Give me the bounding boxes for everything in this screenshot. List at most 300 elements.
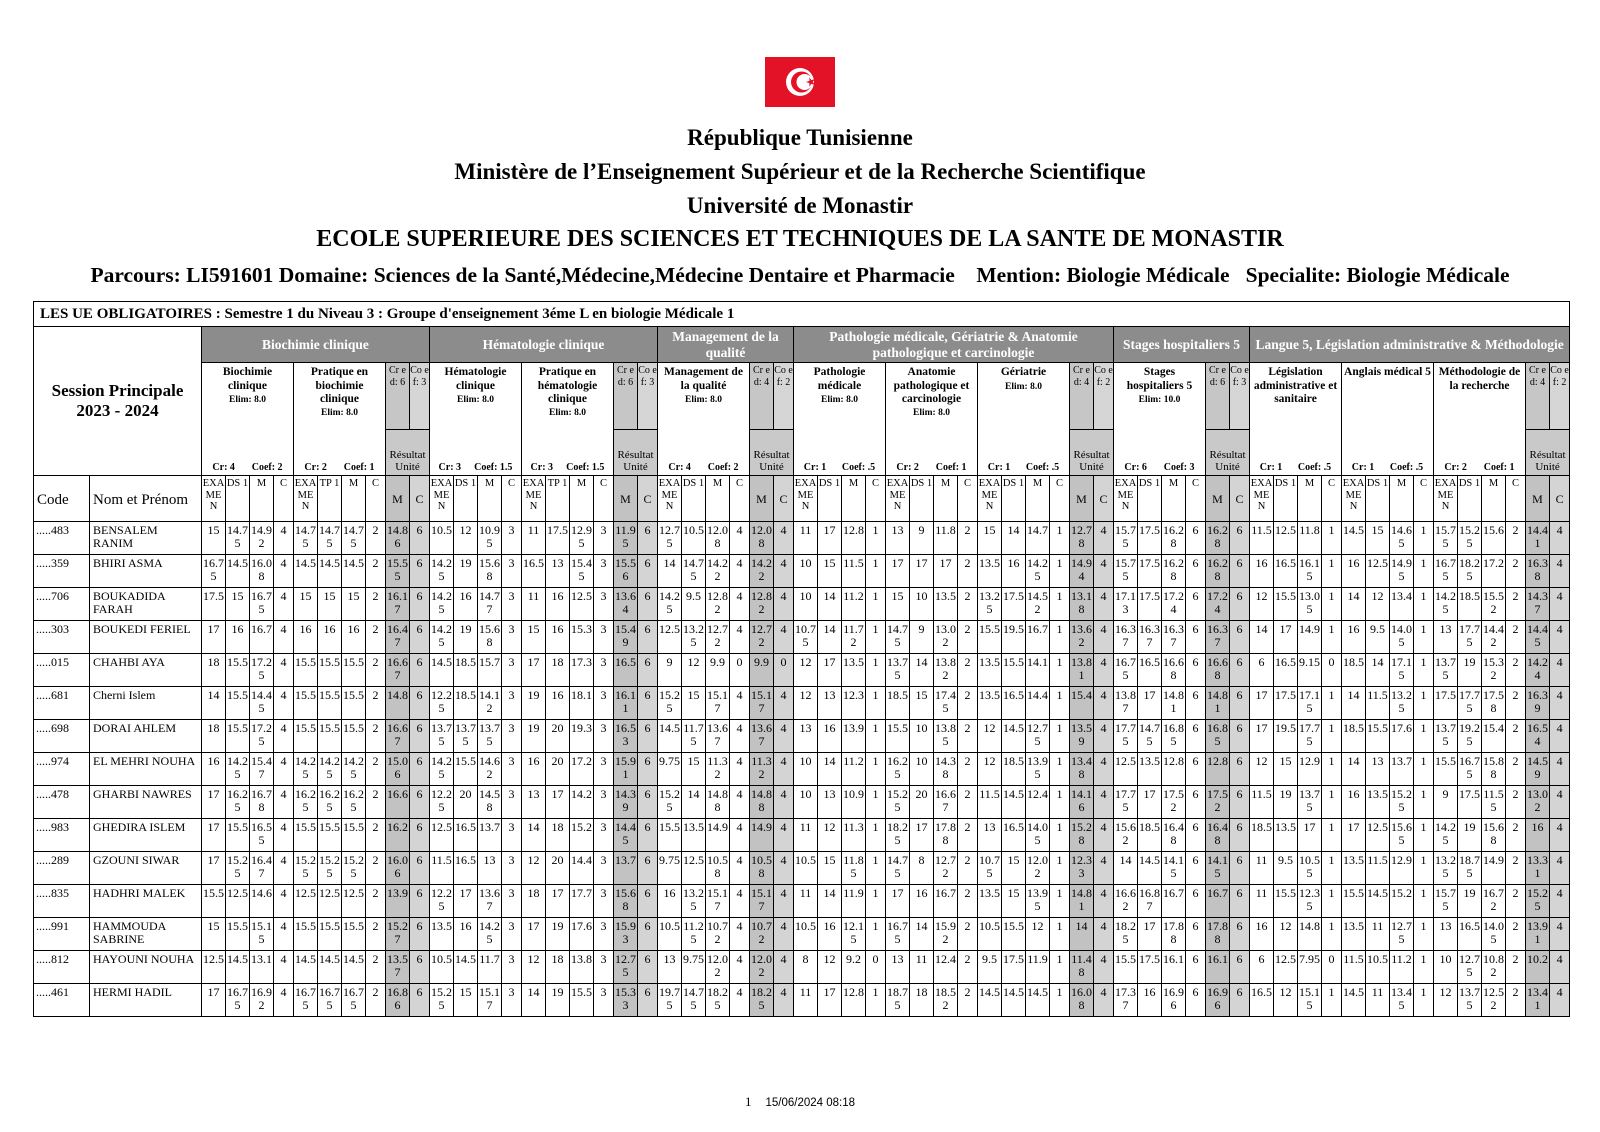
- grade-cell: 3: [502, 852, 522, 885]
- grade-cell: 2: [958, 588, 978, 621]
- grade-cell: 15: [202, 522, 226, 555]
- grade-cell: 13.7: [478, 819, 502, 852]
- grade-cell: 16.25: [342, 786, 366, 819]
- exam-column-header: EXAMEN: [886, 476, 910, 522]
- title-universite: Université de Monastir: [686, 192, 914, 218]
- student-name: EL MEHRI NOUHA: [90, 753, 202, 786]
- grade-cell: 3: [594, 984, 614, 1017]
- ue-average-cell: 16.17: [386, 588, 410, 621]
- grade-cell: 10.5: [794, 852, 818, 885]
- grade-cell: 14.5: [226, 555, 250, 588]
- ue-average-cell: 12.8: [1206, 753, 1230, 786]
- grade-cell: 18.52: [934, 984, 958, 1017]
- ue-coef-header: Co ef: 3: [1230, 363, 1250, 430]
- grade-cell: 11: [910, 951, 934, 984]
- grade-cell: 16.37: [1114, 621, 1138, 654]
- ue-group-header-2: Management de la qualité: [658, 327, 794, 363]
- grade-cell: 1: [1050, 918, 1070, 951]
- grade-cell: 16: [546, 588, 570, 621]
- grade-cell: 14.05: [1390, 621, 1414, 654]
- ue-credit-cell: 4: [774, 918, 794, 951]
- ue-average-cell: 16.48: [1206, 819, 1230, 852]
- grade-cell: 16.25: [886, 753, 910, 786]
- grade-cell: 1: [1414, 654, 1434, 687]
- ue-cred-header: Cr ed: 6: [386, 363, 410, 430]
- ue-m-column-header: M: [1070, 476, 1094, 522]
- grade-cell: 3: [502, 588, 522, 621]
- module-header-box: [978, 363, 1069, 475]
- ue-c-column-header: C: [1094, 476, 1114, 522]
- grade-cell: 16.08: [250, 555, 274, 588]
- grade-cell: 17.52: [1162, 786, 1186, 819]
- ue-average-cell: 15.28: [1070, 819, 1094, 852]
- grade-cell: 10: [794, 555, 818, 588]
- module-elim: Elim: 8.0: [457, 394, 494, 405]
- module-header-1-0: [430, 363, 522, 476]
- grade-cell: 11: [1366, 918, 1390, 951]
- ue-credit-cell: 4: [1550, 654, 1570, 687]
- grade-cell: 16.75: [1114, 654, 1138, 687]
- title-republique: République Tunisienne: [687, 125, 913, 150]
- grade-cell: 17.37: [1114, 984, 1138, 1017]
- grade-cell: 17: [1298, 819, 1322, 852]
- grade-cell: 1: [1322, 687, 1342, 720]
- grade-cell: 16: [294, 621, 318, 654]
- grade-cell: 3: [502, 819, 522, 852]
- grade-cell: 4: [274, 753, 294, 786]
- grade-cell: 12.5: [1274, 951, 1298, 984]
- grade-cell: 15: [202, 918, 226, 951]
- grade-cell: 15.5: [1274, 885, 1298, 918]
- exam-column-header: EXAMEN: [522, 476, 546, 522]
- grade-cell: 13.67: [706, 720, 730, 753]
- grade-cell: 2: [958, 555, 978, 588]
- student-code: .....359: [34, 555, 90, 588]
- c-column-header: C: [502, 476, 522, 522]
- table-caption-row: [34, 302, 1570, 327]
- ue-average-cell: 14.86: [386, 522, 410, 555]
- grade-cell: 16.7: [1162, 885, 1186, 918]
- grade-cell: 1: [1322, 819, 1342, 852]
- grade-cell: 10: [910, 588, 934, 621]
- grade-cell: 15.5: [1434, 753, 1458, 786]
- ue-credit-cell: 4: [1094, 753, 1114, 786]
- grade-cell: 6: [1186, 918, 1206, 951]
- grade-cell: 6: [1186, 654, 1206, 687]
- module-cr: Cr: 3: [530, 462, 554, 474]
- grade-cell: 17.5: [1274, 687, 1298, 720]
- grade-cell: 15.25: [430, 984, 454, 1017]
- grade-cell: 15.5: [886, 720, 910, 753]
- grade-cell: 17: [202, 621, 226, 654]
- ue-average-cell: 14.81: [1070, 885, 1094, 918]
- grade-cell: 14.25: [1026, 555, 1050, 588]
- ue-average-cell: 13.59: [1070, 720, 1094, 753]
- grade-cell: 3: [502, 984, 522, 1017]
- ue-average-cell: 15.93: [614, 918, 638, 951]
- grade-cell: 1: [1050, 786, 1070, 819]
- ds-column-header: TP 1: [318, 476, 342, 522]
- grade-cell: 9.9: [706, 654, 730, 687]
- grade-cell: 15.5: [202, 885, 226, 918]
- grade-cell: 3: [502, 885, 522, 918]
- grade-cell: 13.5: [1366, 786, 1390, 819]
- grade-cell: 2: [366, 522, 386, 555]
- grade-cell: 2: [1506, 951, 1526, 984]
- grade-cell: 17.58: [1482, 687, 1506, 720]
- module-cr: Cr: 1: [1351, 462, 1375, 474]
- grade-cell: 14.25: [342, 753, 366, 786]
- grade-cell: 13.8: [570, 951, 594, 984]
- grade-cell: 3: [594, 786, 614, 819]
- module-coef: Coef: 2: [707, 462, 739, 474]
- grade-cell: 12.72: [934, 852, 958, 885]
- grade-cell: 2: [366, 621, 386, 654]
- grade-cell: 16.92: [250, 984, 274, 1017]
- grade-cell: 15.5: [294, 819, 318, 852]
- module-coef: Coef: .5: [1389, 462, 1424, 474]
- module-cr-coef: [1114, 462, 1205, 475]
- grade-cell: 15.75: [1114, 555, 1138, 588]
- grade-cell: 17: [546, 885, 570, 918]
- ue-m-column-header: M: [386, 476, 410, 522]
- grade-cell: 16: [546, 621, 570, 654]
- grade-cell: 16.47: [250, 852, 274, 885]
- grade-cell: 12: [1026, 918, 1050, 951]
- grade-cell: 1: [1322, 753, 1342, 786]
- m-column-header: M: [570, 476, 594, 522]
- ue-average-cell: 13.48: [1070, 753, 1094, 786]
- grade-cell: 15.47: [250, 753, 274, 786]
- ue-result-header-1: Résultat Unité: [614, 430, 658, 476]
- ue-credit-cell: 4: [1550, 687, 1570, 720]
- grade-cell: 15: [682, 687, 706, 720]
- grade-cell: 10: [794, 786, 818, 819]
- ue-average-cell: 17.24: [1206, 588, 1230, 621]
- ue-average-cell: 16.67: [386, 654, 410, 687]
- exam-column-header: EXAMEN: [294, 476, 318, 522]
- grade-cell: 19.5: [1274, 720, 1298, 753]
- module-elim: Elim: 8.0: [229, 394, 266, 405]
- module-header-3-1: [886, 363, 978, 476]
- grade-cell: 10: [794, 588, 818, 621]
- grade-cell: 10.55: [1298, 852, 1322, 885]
- student-code: .....289: [34, 852, 90, 885]
- grade-cell: 11: [794, 885, 818, 918]
- grade-cell: 16.5: [1002, 819, 1026, 852]
- grade-cell: 17: [886, 885, 910, 918]
- ue-average-cell: 9.9: [750, 654, 774, 687]
- grade-cell: 15: [226, 588, 250, 621]
- grade-cell: 12.75: [1458, 951, 1482, 984]
- m-column-header: M: [1298, 476, 1322, 522]
- module-elim: Elim: 8.0: [549, 407, 586, 418]
- ue-credit-cell: 4: [1550, 753, 1570, 786]
- grade-cell: 18: [522, 885, 546, 918]
- grade-cell: 1: [1414, 522, 1434, 555]
- grade-cell: 12.5: [1366, 819, 1390, 852]
- module-elim: Elim: 8.0: [913, 407, 950, 418]
- grades-table-container: [33, 301, 1567, 1017]
- grade-cell: 2: [366, 852, 386, 885]
- grade-cell: 15.92: [934, 918, 958, 951]
- grade-cell: 16.75: [886, 918, 910, 951]
- grade-cell: 2: [958, 654, 978, 687]
- grade-cell: 1: [866, 720, 886, 753]
- module-name: Hématologie clinique: [444, 366, 507, 392]
- grade-cell: 19: [454, 555, 478, 588]
- grade-cell: 2: [958, 621, 978, 654]
- grade-cell: 11.5: [842, 555, 866, 588]
- grade-cell: 17: [522, 918, 546, 951]
- grade-cell: 13: [886, 522, 910, 555]
- ue-credit-cell: 6: [410, 852, 430, 885]
- grade-cell: 2: [958, 786, 978, 819]
- grade-cell: 4: [274, 885, 294, 918]
- grade-cell: 17: [910, 819, 934, 852]
- grade-cell: 15.25: [294, 852, 318, 885]
- c-column-header: C: [274, 476, 294, 522]
- module-header-box: [886, 363, 977, 475]
- page-number: 1: [744, 1094, 752, 1109]
- grade-cell: 14.9: [1298, 621, 1322, 654]
- ue-group-row: [34, 327, 1570, 363]
- grade-cell: 15: [1366, 522, 1390, 555]
- ue-credit-cell: 4: [774, 786, 794, 819]
- grade-cell: 9.75: [658, 753, 682, 786]
- grade-cell: 17.5: [1002, 951, 1026, 984]
- ue-credit-cell: 4: [1550, 984, 1570, 1017]
- grade-cell: 15.45: [570, 555, 594, 588]
- module-header-box: [1342, 363, 1433, 475]
- ue-credit-cell: 4: [774, 687, 794, 720]
- grade-cell: 17.88: [934, 819, 958, 852]
- module-header-box: [1114, 363, 1205, 475]
- code-column-header: Code: [34, 476, 90, 522]
- student-code: .....706: [34, 588, 90, 621]
- ue-average-cell: 16.96: [1206, 984, 1230, 1017]
- grade-cell: 4: [274, 852, 294, 885]
- exam-column-header: EXAMEN: [202, 476, 226, 522]
- grade-cell: 16.75: [226, 984, 250, 1017]
- ue-credit-cell: 6: [410, 621, 430, 654]
- grade-cell: 2: [958, 522, 978, 555]
- grade-cell: 15.5: [1342, 885, 1366, 918]
- m-column-header: M: [1482, 476, 1506, 522]
- student-name: BOUKEDI FERIEL: [90, 621, 202, 654]
- grade-cell: 13.75: [886, 654, 910, 687]
- module-spacer: [1114, 405, 1205, 463]
- grade-cell: 16: [1342, 621, 1366, 654]
- grade-cell: 12.5: [682, 852, 706, 885]
- grade-cell: 15.65: [1390, 819, 1414, 852]
- grade-cell: 19.5: [1002, 621, 1026, 654]
- c-column-header: C: [1186, 476, 1206, 522]
- module-header-0-1: [294, 363, 386, 476]
- ue-credit-cell: 4: [1094, 621, 1114, 654]
- ue-average-cell: 16.67: [386, 720, 410, 753]
- student-code: .....835: [34, 885, 90, 918]
- grade-cell: 15.68: [478, 621, 502, 654]
- grade-cell: 12: [522, 951, 546, 984]
- ds-column-header: TP 1: [546, 476, 570, 522]
- grade-cell: 15.5: [318, 654, 342, 687]
- module-row: [34, 363, 1570, 430]
- grade-cell: 15.5: [342, 687, 366, 720]
- grade-cell: 13.25: [682, 885, 706, 918]
- ue-average-cell: 14.16: [1070, 786, 1094, 819]
- module-coef: Coef: 1.5: [474, 462, 513, 474]
- grade-cell: 2: [958, 918, 978, 951]
- ue-average-cell: 13.31: [1526, 852, 1550, 885]
- ue-average-cell: 13.18: [1070, 588, 1094, 621]
- student-code: .....461: [34, 984, 90, 1017]
- grade-cell: 1: [1322, 621, 1342, 654]
- student-row: [34, 852, 1570, 885]
- ue-average-cell: 10.58: [750, 852, 774, 885]
- grade-cell: 11: [794, 819, 818, 852]
- module-name: Biochimie clinique: [222, 366, 273, 392]
- grade-cell: 2: [1506, 918, 1526, 951]
- grade-cell: 16.25: [318, 786, 342, 819]
- grade-cell: 15.75: [1434, 885, 1458, 918]
- grade-cell: 13.75: [454, 720, 478, 753]
- grade-cell: 17: [1274, 621, 1298, 654]
- grade-cell: 15: [1002, 885, 1026, 918]
- grade-cell: 15: [886, 588, 910, 621]
- grade-cell: 15.5: [318, 819, 342, 852]
- ue-average-cell: 16.6: [386, 786, 410, 819]
- module-header-3-0: [794, 363, 886, 476]
- grade-cell: 13: [478, 852, 502, 885]
- grade-cell: 18.25: [1114, 918, 1138, 951]
- ue-average-cell: 14.94: [1070, 555, 1094, 588]
- ue-average-cell: 14.39: [614, 786, 638, 819]
- grade-cell: 14.9: [1482, 852, 1506, 885]
- student-name: HAMMOUDA SABRINE: [90, 918, 202, 951]
- grade-cell: 0: [866, 951, 886, 984]
- grade-cell: 17: [1250, 687, 1274, 720]
- grade-cell: 15.5: [294, 720, 318, 753]
- grade-cell: 2: [366, 918, 386, 951]
- grade-cell: 16.75: [294, 984, 318, 1017]
- grade-cell: 1: [1414, 984, 1434, 1017]
- grade-cell: 17: [1250, 720, 1274, 753]
- student-name: Cherni Islem: [90, 687, 202, 720]
- grade-cell: 12: [818, 951, 842, 984]
- grade-cell: 11.5: [1342, 951, 1366, 984]
- student-row: [34, 786, 1570, 819]
- ue-cred-header: Cr ed: 4: [1526, 363, 1550, 430]
- grade-cell: 2: [1506, 687, 1526, 720]
- grade-cell: 14.25: [430, 555, 454, 588]
- grade-cell: 16.15: [1298, 555, 1322, 588]
- ue-credit-cell: 6: [1230, 555, 1250, 588]
- grade-cell: 12.9: [1298, 753, 1322, 786]
- ds-column-header: DS 1: [1002, 476, 1026, 522]
- ue-cred-header: Cr ed: 6: [614, 363, 638, 430]
- student-name: BENSALEM RANIM: [90, 522, 202, 555]
- grade-cell: 11.5: [1250, 522, 1274, 555]
- grade-cell: 16.75: [1434, 555, 1458, 588]
- grade-cell: 18: [546, 819, 570, 852]
- module-name: Pratique en biochimie clinique: [310, 366, 369, 405]
- grade-cell: 14.25: [1434, 819, 1458, 852]
- ue-credit-cell: 6: [638, 885, 658, 918]
- grade-cell: 15.25: [886, 786, 910, 819]
- grade-cell: 2: [1506, 621, 1526, 654]
- grade-cell: 14.5: [1026, 984, 1050, 1017]
- m-column-header: M: [842, 476, 866, 522]
- m-column-header: M: [1162, 476, 1186, 522]
- ue-average-cell: 13.02: [1526, 786, 1550, 819]
- grade-cell: 12.25: [430, 786, 454, 819]
- grade-cell: 13.25: [1434, 852, 1458, 885]
- exam-column-header: EXAMEN: [1250, 476, 1274, 522]
- grade-cell: 15.88: [1482, 753, 1506, 786]
- grade-cell: 13.5: [682, 819, 706, 852]
- grade-cell: 12.8: [842, 984, 866, 1017]
- ue-credit-cell: 4: [1550, 522, 1570, 555]
- grade-cell: 4: [274, 918, 294, 951]
- grade-cell: 14: [818, 588, 842, 621]
- grade-cell: 9.5: [1366, 621, 1390, 654]
- grade-cell: 16.5: [1138, 654, 1162, 687]
- grade-cell: 15.5: [318, 918, 342, 951]
- ue-average-cell: 16: [1526, 819, 1550, 852]
- grade-cell: 1: [1322, 555, 1342, 588]
- ue-credit-cell: 4: [1094, 555, 1114, 588]
- student-code: .....698: [34, 720, 90, 753]
- module-cr: Cr: 4: [668, 462, 691, 474]
- module-header-5-1: [1342, 363, 1434, 476]
- grade-cell: 15.17: [478, 984, 502, 1017]
- ue-cred-header: Cr ed: 4: [750, 363, 774, 430]
- module-header-box: [794, 363, 885, 475]
- grade-cell: 17.5: [1458, 786, 1482, 819]
- grade-cell: 16.37: [1138, 621, 1162, 654]
- grade-cell: 18.5: [1342, 654, 1366, 687]
- ue-average-cell: 16.53: [614, 720, 638, 753]
- grade-cell: 10.72: [706, 918, 730, 951]
- module-cr-coef: [886, 462, 977, 475]
- grade-cell: 11.8: [934, 522, 958, 555]
- grade-cell: 9.2: [842, 951, 866, 984]
- exam-column-header: EXAMEN: [794, 476, 818, 522]
- grade-cell: 18: [202, 720, 226, 753]
- title-ministere: Ministère de l’Enseignement Supérieur et de la Recherche Scientifique: [454, 158, 1146, 184]
- grade-cell: 15.7: [478, 654, 502, 687]
- ue-average-cell: 12.82: [750, 588, 774, 621]
- grade-cell: 16.37: [1162, 621, 1186, 654]
- ue-credit-cell: 4: [1550, 885, 1570, 918]
- ue-credit-cell: 4: [1094, 819, 1114, 852]
- grade-cell: 4: [730, 753, 750, 786]
- grade-cell: 17.2: [1482, 555, 1506, 588]
- grade-cell: 12: [794, 687, 818, 720]
- grade-cell: 1: [1050, 720, 1070, 753]
- grade-cell: 10.82: [1482, 951, 1506, 984]
- ue-average-cell: 13.62: [1070, 621, 1094, 654]
- ds-column-header: DS 1: [818, 476, 842, 522]
- grade-cell: 1: [1050, 852, 1070, 885]
- ue-average-cell: 12.72: [750, 621, 774, 654]
- ue-credit-cell: 4: [774, 984, 794, 1017]
- ue-credit-cell: 4: [1094, 588, 1114, 621]
- grade-cell: 18.5: [886, 687, 910, 720]
- grade-cell: 14: [818, 621, 842, 654]
- grade-cell: 8: [910, 852, 934, 885]
